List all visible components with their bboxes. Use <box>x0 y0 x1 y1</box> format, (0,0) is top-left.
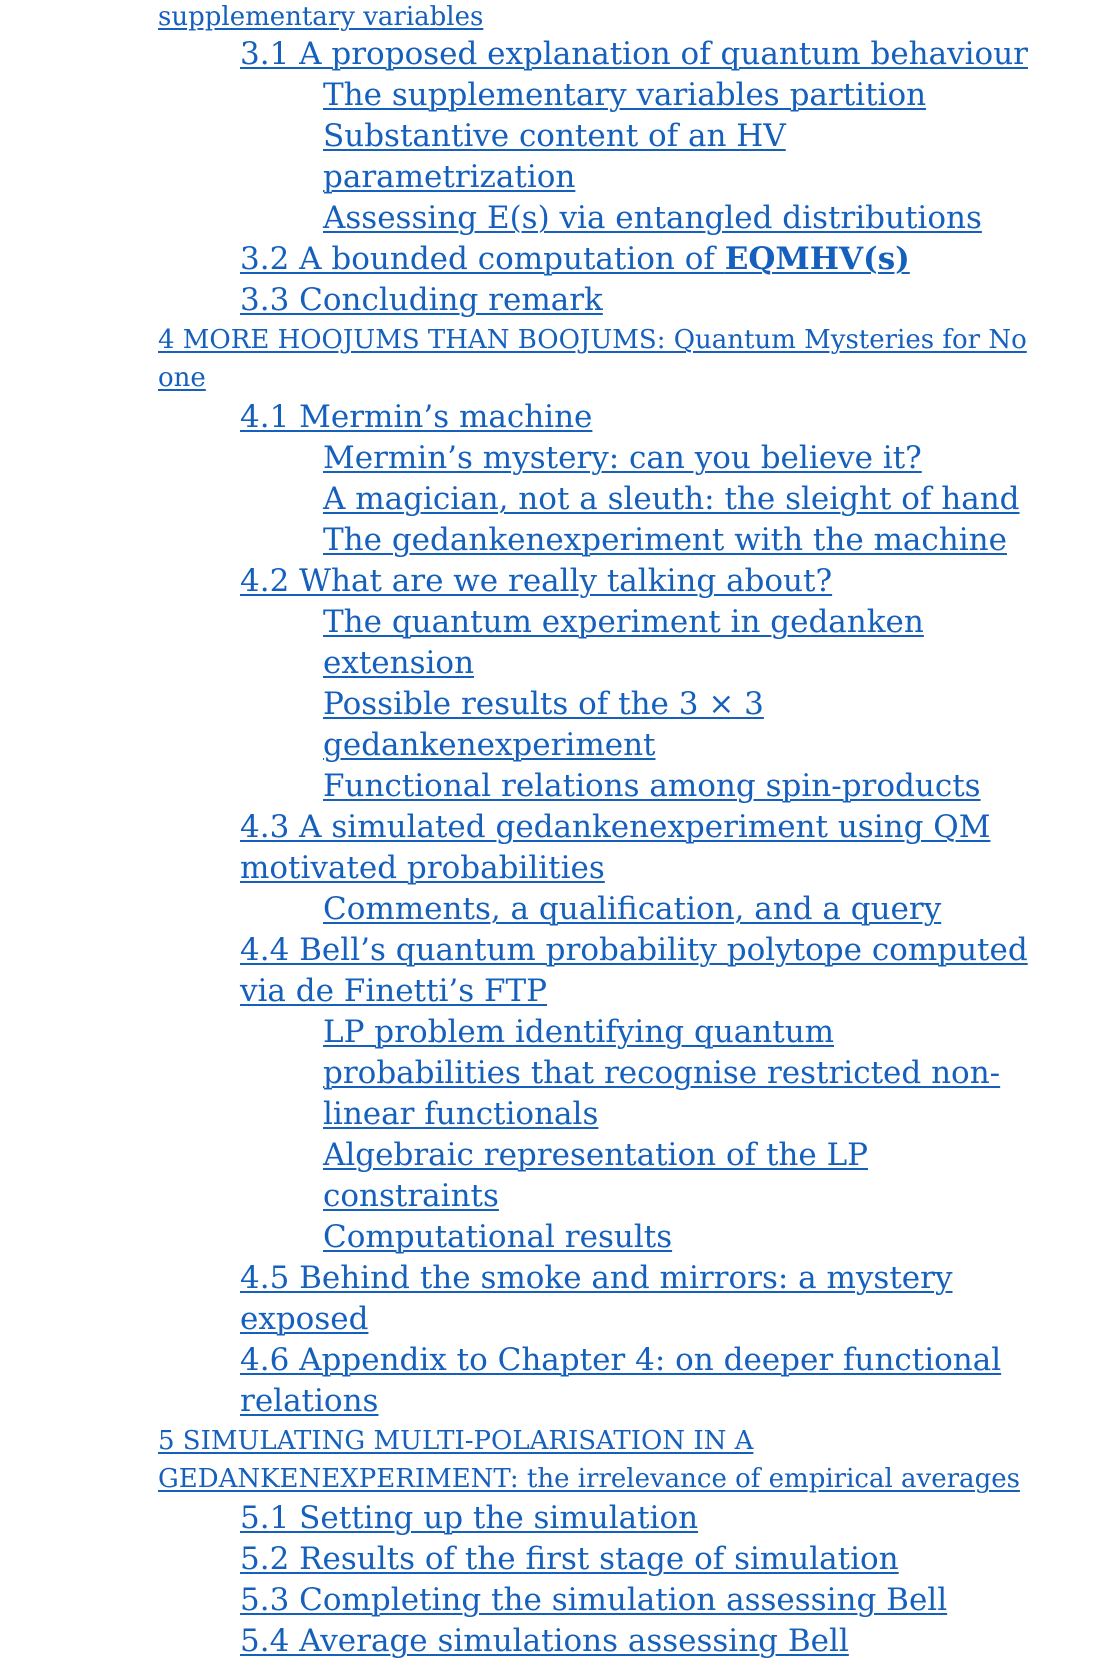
toc-link-3-2[interactable] <box>240 239 1030 280</box>
toc-link-4-4[interactable]: 4.4 Bell’s quantum probability polytope computed via de Finetti’s FTP <box>240 932 1028 1009</box>
toc-3-2-prefix: 3.2 A bounded computation of <box>240 241 725 277</box>
toc-link-4-3-a[interactable]: Comments, a qualification, and a query <box>323 891 942 927</box>
toc-link-4-2-b[interactable]: Possible results of the 3 × 3 gedankenexperiment <box>323 686 764 763</box>
toc-link-3-3[interactable]: 3.3 Concluding remark <box>240 282 603 318</box>
toc-link-5-2[interactable]: 5.2 Results of the first stage of simulation <box>240 1541 899 1577</box>
toc-link-4-3[interactable]: 4.3 A simulated gedankenexperiment using QM motivated probabilities <box>240 809 991 886</box>
toc-link-4-2-c[interactable]: Functional relations among spin-products <box>323 768 981 804</box>
toc-link-4-1-c[interactable]: The gedankenexperiment with the machine <box>323 522 1007 558</box>
toc-link-4-1-b[interactable]: A magician, not a sleuth: the sleight of hand <box>323 481 1020 517</box>
toc-link-3-1-c[interactable]: Assessing E(s) via entangled distributions <box>323 200 982 236</box>
toc-link-3-1-b[interactable]: Substantive content of an HV parametrization <box>323 118 786 195</box>
toc-link-4-5[interactable]: 4.5 Behind the smoke and mirrors: a mystery exposed <box>240 1260 953 1337</box>
toc-link-4-2[interactable]: 4.2 What are we really talking about? <box>240 563 833 599</box>
toc-link-3-1-a[interactable]: The supplementary variables partition <box>323 77 927 113</box>
toc-link-supplementary-variables[interactable]: supplementary variables <box>158 2 484 32</box>
toc-link-4-6[interactable]: 4.6 Appendix to Chapter 4: on deeper functional relations <box>240 1342 1002 1419</box>
toc-link-chapter-4[interactable]: 4 MORE HOOJUMS THAN BOOJUMS: Quantum Mysteries for No one <box>158 325 1027 393</box>
toc-link-5-3[interactable]: 5.3 Completing the simulation assessing Bell <box>240 1582 948 1618</box>
toc-link-4-4-c[interactable]: Computational results <box>323 1219 673 1255</box>
toc-link-4-1[interactable]: 4.1 Mermin’s machine <box>240 399 593 435</box>
toc-link-4-1-a[interactable]: Mermin’s mystery: can you believe it? <box>323 440 922 476</box>
toc-link-5-4[interactable]: 5.4 Average simulations assessing Bell <box>240 1623 849 1659</box>
toc-link-4-4-b[interactable]: Algebraic representation of the LP constraints <box>323 1137 869 1214</box>
toc-link-chapter-5[interactable]: 5 SIMULATING MULTI-POLARISATION IN A GEDANKENEXPERIMENT: the irrelevance of empirical averages <box>158 1426 1020 1494</box>
toc-link-4-2-a[interactable]: The quantum experiment in gedanken extension <box>323 604 924 681</box>
toc-link-3-1[interactable]: 3.1 A proposed explanation of quantum behaviour <box>240 36 1028 72</box>
toc-link-5-1[interactable]: 5.1 Setting up the simulation <box>240 1500 699 1536</box>
toc-link-4-4-a[interactable]: LP problem identifying quantum probabilities that recognise restricted non-linear functionals <box>323 1014 1001 1132</box>
toc-3-2-bold: EQMHV(s) <box>724 241 910 277</box>
